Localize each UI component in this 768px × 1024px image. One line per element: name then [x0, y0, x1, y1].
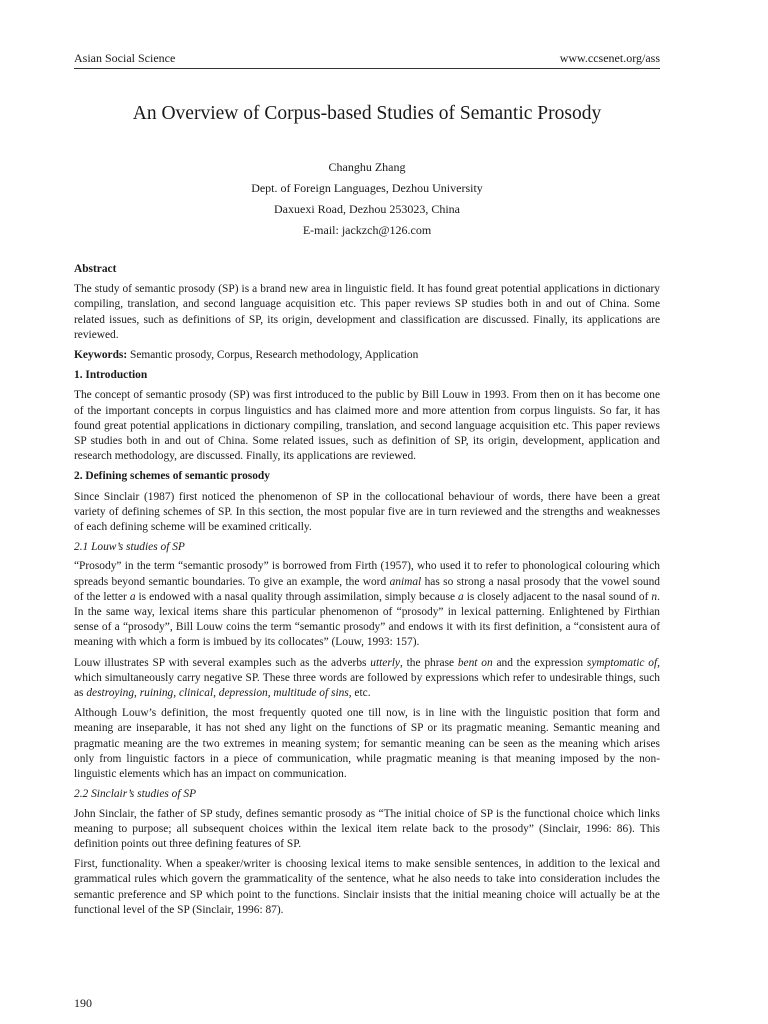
author-name: Changhu Zhang	[328, 160, 406, 174]
running-header	[74, 51, 660, 66]
louw-paragraph-1	[74, 559, 660, 650]
author-email: E-mail: jackzch@126.com	[302, 223, 432, 237]
emphasis: n	[651, 590, 658, 603]
louw-paragraph-3: Although Louw’s definition, the most frequently quoted one till now, is in line with the linguistic position that form and meaning are inseparable, it has not shed any light on the functions of SP or its pragmatic meaning. Semantic meaning and pragmatic meaning are the two extremes in meaning system; for semantic meaning can be seen as the meaning which arises only from linguistic factors in a piece of communication, while pragmatic meaning is that meaning imposed by the non- linguistic elements which has an impact on communication.	[74, 707, 660, 781]
header-rule	[74, 68, 660, 69]
text-run: is endowed with a nasal quality through assimilation, simply because	[135, 590, 458, 603]
abstract-text: The study of semantic prosody (SP) is a brand new area in linguistic field. It has found great potential applications in dictionary compiling, translation, and second language acquisition etc. This paper reviews SP studies both in and out of China. Some related issues, such as definitions of SP, its origin, development and classification are discussed. Finally, its applications are reviewed.	[74, 283, 660, 341]
page-number: 190	[74, 996, 92, 1010]
text-run: Louw illustrates SP with several examples such as the adverbs	[74, 656, 371, 669]
emphasis: a	[458, 590, 464, 603]
sinclair-paragraph-1: John Sinclair, the father of SP study, defines semantic prosody as “The initial choice of SP is the functional choice which links meaning to purpose; all subsequent choices within the lexical item relate back to the prosody” (Sinclair, 1996: 86). This definition points out three defining features of SP.	[74, 807, 660, 850]
text-run: and the expression	[492, 656, 587, 669]
author-block	[74, 157, 660, 241]
author-department: Dept. of Foreign Languages, Dezhou University	[251, 181, 483, 195]
text-run: , the phrase	[399, 656, 458, 669]
emphasis: bent on	[457, 656, 493, 669]
journal-url: www.ccsenet.org/ass	[559, 51, 660, 65]
emphasis: a	[129, 590, 136, 603]
sinclair-paragraph-2: First, functionality. When a speaker/writer is choosing lexical items to make sensible sentences, in addition to the lexical and grammatical rules which govern the grammaticality of the sentence, what he also needs to take into consideration includes the semantic preference and SP which point to the functions. Sinclair insists that the initial meaning choice will actually be at the functional level of the SP (Sinclair, 1996: 87).	[74, 858, 660, 916]
abstract-heading: Abstract	[74, 263, 117, 275]
intro-heading: 1. Introduction	[74, 369, 148, 382]
emphasis: destroying, ruining, clinical, depression, multitude of sins	[86, 687, 349, 700]
paper-title: An Overview of Corpus-based Studies of Semantic Prosody	[132, 103, 602, 124]
emphasis: animal	[389, 575, 422, 588]
keywords-line	[74, 348, 660, 363]
text-run: . In the same way, lexical items share this particular phenomenon of “prosody” in lexical patterning. Enlightened by Firthian sense of a “prosody”, Bill Louw coins the term “semantic prosody” and endows it with its first definition, a “consistent aura of meaning with which a form is imbued by its collocates” (Louw, 1993: 157).	[74, 590, 660, 649]
text-run: has so strong a nasal prosody that the vowel sound of the letter	[74, 575, 660, 603]
defining-schemes-paragraph: Since Sinclair (1987) first noticed the phenomenon of SP in the collocational behaviour of words, there have been a great variety of defining schemes of SP. In this section, the most popular five are in turn reviewed and the strengths and weaknesses of each defining scheme will be examined critically.	[74, 490, 660, 534]
journal-name: Asian Social Science	[74, 51, 176, 65]
emphasis: symptomatic of	[586, 656, 658, 669]
keywords-text: Semantic prosody, Corpus, Research methodology, Application	[127, 349, 419, 362]
emphasis: utterly	[370, 656, 400, 669]
defining-schemes-heading: 2. Defining schemes of semantic prosody	[74, 470, 270, 483]
text-run: “Prosody” in the term “semantic prosody” is borrowed from Firth (1957), who used it to refer to phonological colouring which spreads beyond semantic boundaries. To give an example, the word	[74, 560, 660, 588]
louw-paragraph-2	[74, 656, 660, 702]
text-run: , which simultaneously carry negative SP. These three words are followed by expressions which refer to undesirable things, such as	[74, 656, 660, 700]
author-address: Daxuexi Road, Dezhou 253023, China	[274, 202, 460, 216]
paper-body	[74, 262, 660, 923]
sinclair-subheading: 2.2 Sinclair’s studies of SP	[74, 788, 197, 801]
text-run: is closely adjacent to the nasal sound of	[463, 590, 652, 603]
keywords-label: Keywords:	[74, 349, 128, 362]
intro-paragraph: The concept of semantic prosody (SP) was first introduced to the public by Bill Louw in 1993. From then on it has become one of the important concepts in corpus linguistics and has claimed more and more attention from corpus linguists. So far, it has found great potential applications in dictionary compiling, translation, and second language acquisition etc. This paper reviews SP studies both in and out of China. Some related issues, such as definition of SP, its origin, development, application and research methodology, are discussed. Finally, its applications are reviewed.	[74, 389, 660, 463]
text-run: , etc.	[348, 687, 371, 700]
louw-subheading: 2.1 Louw’s studies of SP	[74, 541, 185, 554]
